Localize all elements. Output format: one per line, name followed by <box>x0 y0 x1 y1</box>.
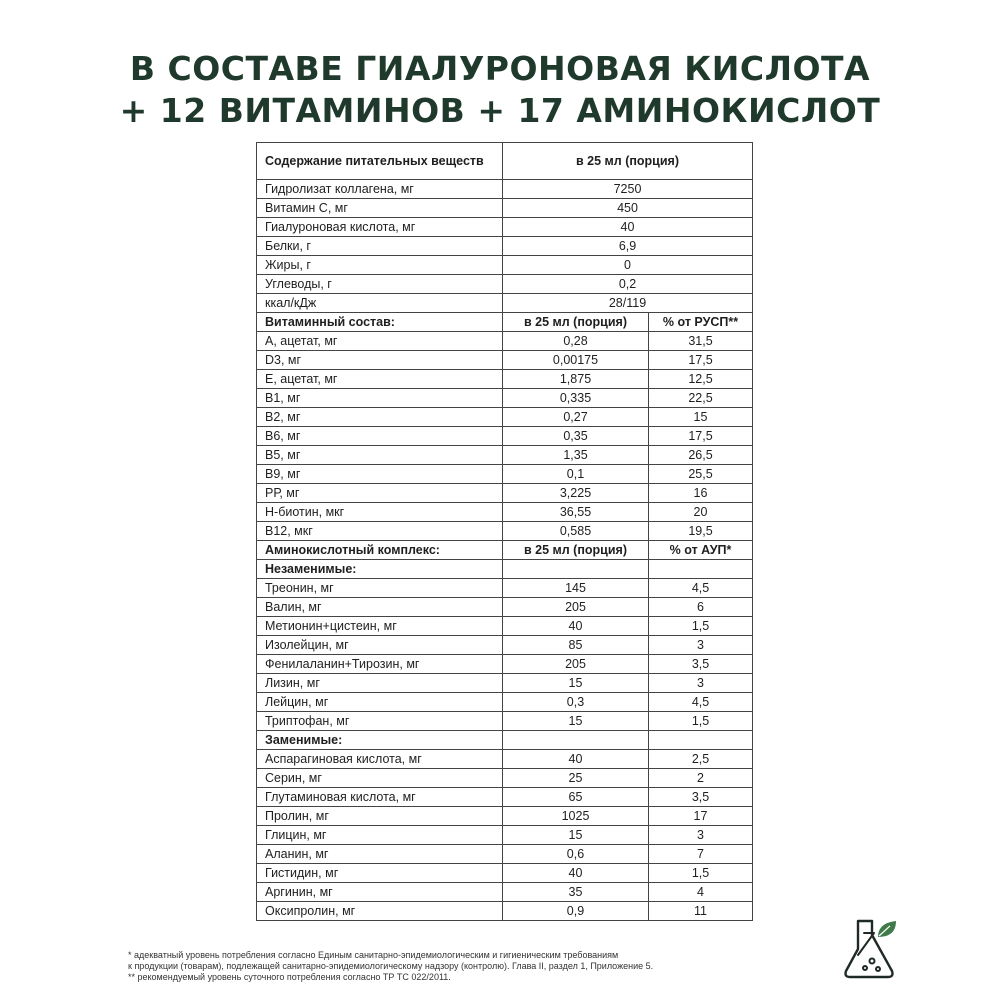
nutrient-value: 6,9 <box>503 237 753 256</box>
vitamin-percent: 12,5 <box>649 370 753 389</box>
nutrient-name: ккал/кДж <box>257 294 503 313</box>
nutrient-value: 0 <box>503 256 753 275</box>
amino-row <box>257 845 753 864</box>
amino-row <box>257 883 753 902</box>
vitamin-value: 0,335 <box>503 389 649 408</box>
vitamin-percent: 26,5 <box>649 446 753 465</box>
vitamin-row <box>257 389 753 408</box>
amino-value: 40 <box>503 750 649 769</box>
amino-value: 15 <box>503 674 649 693</box>
vitamin-name: В2, мг <box>257 408 503 427</box>
amino-value: 1025 <box>503 807 649 826</box>
vitamin-row <box>257 370 753 389</box>
empty-cell <box>503 731 649 750</box>
vitamin-row <box>257 484 753 503</box>
vitamin-name: В1, мг <box>257 389 503 408</box>
footnotes <box>128 950 828 983</box>
vitamin-name: А, ацетат, мг <box>257 332 503 351</box>
amino-name: Треонин, мг <box>257 579 503 598</box>
amino-percent: 6 <box>649 598 753 617</box>
vitamin-value: 0,00175 <box>503 351 649 370</box>
vitamin-name: В12, мкг <box>257 522 503 541</box>
amino-value: 15 <box>503 712 649 731</box>
vitamin-row <box>257 522 753 541</box>
amino-row <box>257 712 753 731</box>
amino-value: 15 <box>503 826 649 845</box>
amino-header-label: Аминокислотный комплекс: <box>257 541 503 560</box>
vitamins-header-portion: в 25 мл (порция) <box>503 313 649 332</box>
footnote-line-2: к продукции (товарам), подлежащей санитарно-эпидемиологическому надзору (контролю). Глава II, раздел 1, Приложение 5. <box>128 961 654 971</box>
amino-row <box>257 617 753 636</box>
amino-row <box>257 598 753 617</box>
amino-name: Серин, мг <box>257 769 503 788</box>
amino-name: Изолейцин, мг <box>257 636 503 655</box>
vitamins-header-row <box>257 313 753 332</box>
amino-value: 0,9 <box>503 902 649 921</box>
amino-value: 35 <box>503 883 649 902</box>
vitamins-header-label: Витаминный состав: <box>257 313 503 332</box>
vitamin-name: В5, мг <box>257 446 503 465</box>
nutrient-name: Витамин С, мг <box>257 199 503 218</box>
title-line-2: + 12 ВИТАМИНОВ + 17 АМИНОКИСЛОТ <box>119 91 881 130</box>
amino-value: 0,6 <box>503 845 649 864</box>
amino-row <box>257 807 753 826</box>
vitamin-name: РР, мг <box>257 484 503 503</box>
empty-cell <box>503 560 649 579</box>
amino-percent: 1,5 <box>649 712 753 731</box>
amino-value: 0,3 <box>503 693 649 712</box>
amino-percent: 2,5 <box>649 750 753 769</box>
nutrient-name: Жиры, г <box>257 256 503 275</box>
nutrient-row <box>257 275 753 294</box>
nutrient-value: 7250 <box>503 180 753 199</box>
amino-value: 40 <box>503 864 649 883</box>
nutrient-row <box>257 218 753 237</box>
vitamin-value: 0,28 <box>503 332 649 351</box>
nutrient-value: 450 <box>503 199 753 218</box>
nutrient-row <box>257 180 753 199</box>
vitamin-percent: 20 <box>649 503 753 522</box>
amino-row <box>257 769 753 788</box>
vitamin-row <box>257 332 753 351</box>
nutrients-header-label: Содержание питательных веществ <box>257 143 503 180</box>
nutrient-name: Гидролизат коллагена, мг <box>257 180 503 199</box>
nonessential-label: Заменимые: <box>257 731 503 750</box>
amino-value: 85 <box>503 636 649 655</box>
vitamins-header-percent: % от РУСП** <box>649 313 753 332</box>
amino-name: Аланин, мг <box>257 845 503 864</box>
vitamin-percent: 17,5 <box>649 427 753 446</box>
amino-name: Аргинин, мг <box>257 883 503 902</box>
footnote-line-3: ** рекомендуемый уровень суточного потребления согласно ТР ТС 022/2011. <box>128 972 451 982</box>
amino-row <box>257 788 753 807</box>
vitamin-value: 0,1 <box>503 465 649 484</box>
amino-percent: 11 <box>649 902 753 921</box>
amino-name: Лейцин, мг <box>257 693 503 712</box>
amino-name: Лизин, мг <box>257 674 503 693</box>
amino-name: Оксипролин, мг <box>257 902 503 921</box>
amino-name: Гистидин, мг <box>257 864 503 883</box>
essential-subheader-row <box>257 560 753 579</box>
nutrient-row <box>257 256 753 275</box>
amino-value: 145 <box>503 579 649 598</box>
amino-name: Метионин+цистеин, мг <box>257 617 503 636</box>
amino-percent: 3 <box>649 674 753 693</box>
vitamin-value: 1,875 <box>503 370 649 389</box>
nutrient-row <box>257 294 753 313</box>
nutrition-table-body <box>257 143 753 921</box>
amino-percent: 4,5 <box>649 693 753 712</box>
vitamin-value: 0,35 <box>503 427 649 446</box>
amino-name: Глицин, мг <box>257 826 503 845</box>
amino-header-portion: в 25 мл (порция) <box>503 541 649 560</box>
vitamin-percent: 25,5 <box>649 465 753 484</box>
amino-percent: 1,5 <box>649 864 753 883</box>
amino-percent: 3,5 <box>649 655 753 674</box>
amino-percent: 1,5 <box>649 617 753 636</box>
nutrition-table <box>256 142 753 921</box>
amino-row <box>257 864 753 883</box>
nutrient-name: Белки, г <box>257 237 503 256</box>
vitamin-row <box>257 408 753 427</box>
amino-name: Пролин, мг <box>257 807 503 826</box>
amino-percent: 3,5 <box>649 788 753 807</box>
nutrient-value: 28/119 <box>503 294 753 313</box>
vitamin-row <box>257 351 753 370</box>
amino-row <box>257 636 753 655</box>
amino-percent: 4 <box>649 883 753 902</box>
amino-value: 25 <box>503 769 649 788</box>
nutrient-row <box>257 199 753 218</box>
footnote-line-1: * адекватный уровень потребления согласно Единым санитарно-эпидемиологическим и гигиеническим требованиям <box>128 950 619 960</box>
vitamin-value: 0,585 <box>503 522 649 541</box>
nutrients-header-portion: в 25 мл (порция) <box>503 143 753 180</box>
vitamin-name: Н-биотин, мкг <box>257 503 503 522</box>
nutrients-header-row <box>257 143 753 180</box>
amino-value: 40 <box>503 617 649 636</box>
amino-percent: 7 <box>649 845 753 864</box>
amino-row <box>257 826 753 845</box>
flask-leaf-icon <box>838 915 900 981</box>
vitamin-name: D3, мг <box>257 351 503 370</box>
vitamin-percent: 16 <box>649 484 753 503</box>
nutrient-name: Гиалуроновая кислота, мг <box>257 218 503 237</box>
empty-cell <box>649 731 753 750</box>
amino-name: Валин, мг <box>257 598 503 617</box>
amino-row <box>257 902 753 921</box>
vitamin-value: 3,225 <box>503 484 649 503</box>
vitamin-name: Е, ацетат, мг <box>257 370 503 389</box>
amino-name: Триптофан, мг <box>257 712 503 731</box>
vitamin-value: 1,35 <box>503 446 649 465</box>
amino-value: 205 <box>503 598 649 617</box>
nutrient-value: 40 <box>503 218 753 237</box>
nonessential-subheader-row <box>257 731 753 750</box>
nutrient-name: Углеводы, г <box>257 275 503 294</box>
vitamin-percent: 31,5 <box>649 332 753 351</box>
vitamin-row <box>257 427 753 446</box>
amino-row <box>257 579 753 598</box>
vitamin-row <box>257 446 753 465</box>
amino-name: Фенилаланин+Тирозин, мг <box>257 655 503 674</box>
amino-row <box>257 693 753 712</box>
amino-header-row <box>257 541 753 560</box>
amino-row <box>257 655 753 674</box>
amino-percent: 4,5 <box>649 579 753 598</box>
amino-percent: 3 <box>649 826 753 845</box>
amino-row <box>257 674 753 693</box>
amino-header-percent: % от АУП* <box>649 541 753 560</box>
amino-name: Глутаминовая кислота, мг <box>257 788 503 807</box>
amino-value: 65 <box>503 788 649 807</box>
nutrient-value: 0,2 <box>503 275 753 294</box>
empty-cell <box>649 560 753 579</box>
vitamin-value: 36,55 <box>503 503 649 522</box>
vitamin-row <box>257 503 753 522</box>
amino-percent: 2 <box>649 769 753 788</box>
vitamin-value: 0,27 <box>503 408 649 427</box>
amino-percent: 17 <box>649 807 753 826</box>
vitamin-percent: 22,5 <box>649 389 753 408</box>
vitamin-percent: 15 <box>649 408 753 427</box>
vitamin-name: В9, мг <box>257 465 503 484</box>
essential-label: Незаменимые: <box>257 560 503 579</box>
vitamin-percent: 17,5 <box>649 351 753 370</box>
amino-row <box>257 750 753 769</box>
vitamin-row <box>257 465 753 484</box>
amino-name: Аспарагиновая кислота, мг <box>257 750 503 769</box>
nutrient-row <box>257 237 753 256</box>
amino-percent: 3 <box>649 636 753 655</box>
amino-value: 205 <box>503 655 649 674</box>
vitamin-percent: 19,5 <box>649 522 753 541</box>
page-title <box>0 48 1000 132</box>
vitamin-name: В6, мг <box>257 427 503 446</box>
title-line-1: В СОСТАВЕ ГИАЛУРОНОВАЯ КИСЛОТА <box>129 49 871 88</box>
